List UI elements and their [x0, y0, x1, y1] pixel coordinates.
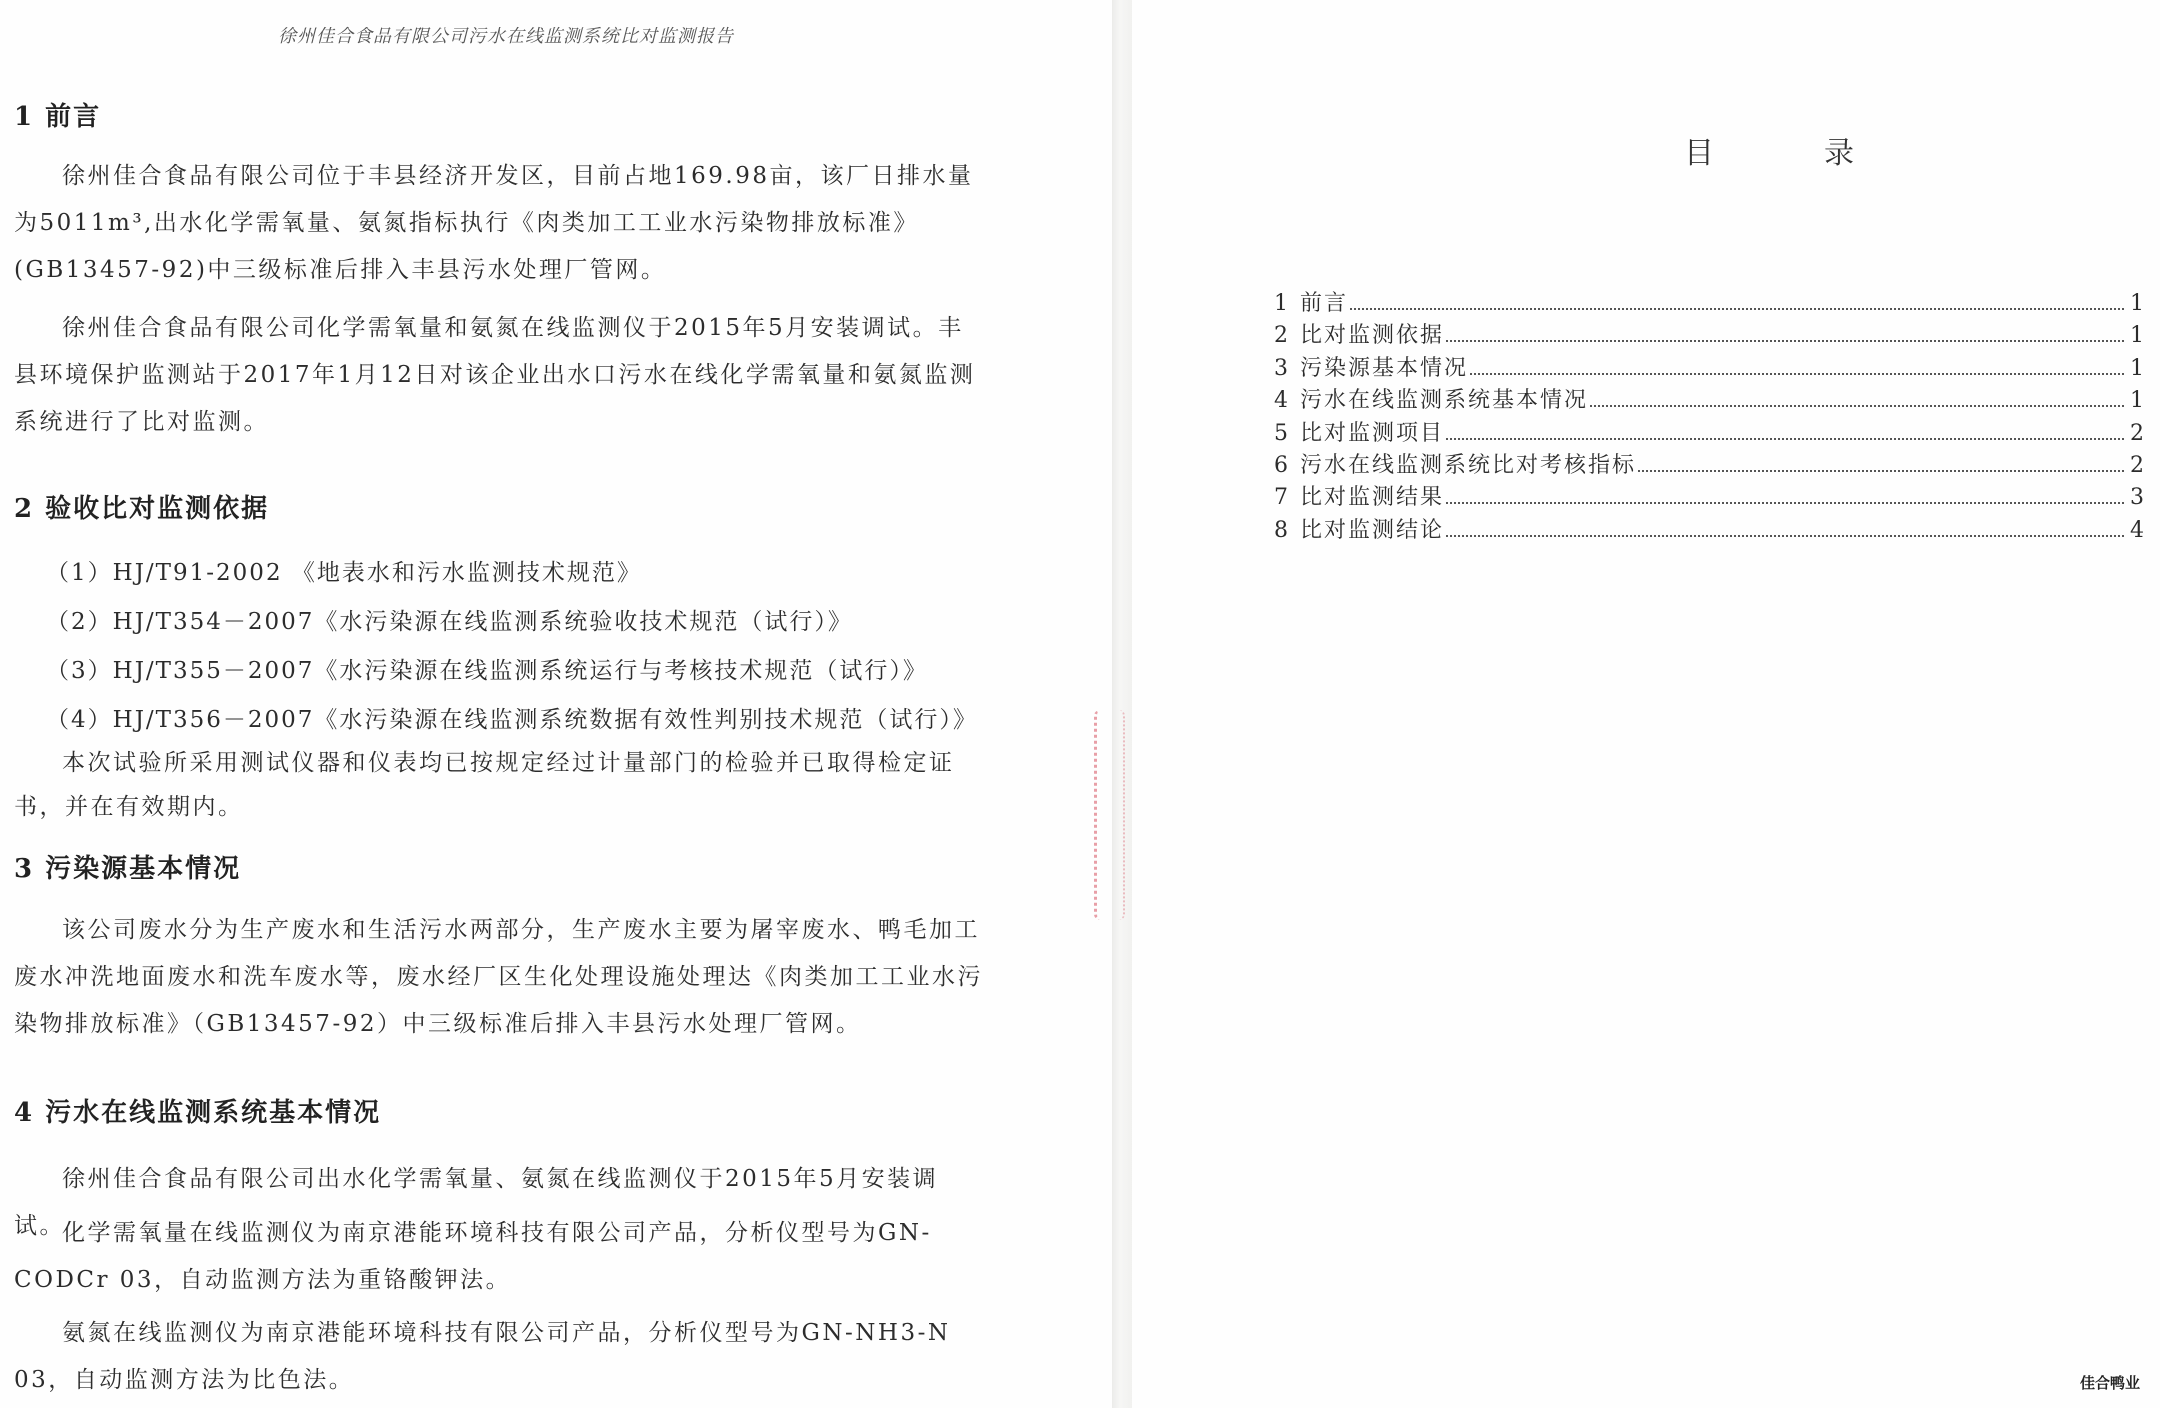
- toc-page-number: 1: [2130, 323, 2146, 349]
- brand-footer-mark: 佳合鸭业: [2080, 1374, 2141, 1392]
- toc-item: 8 比对监测结论 4: [1274, 513, 2140, 545]
- toc-item: 6 污水在线监测系统比对考核指标 2: [1274, 448, 2140, 480]
- toc-item-label: 前言: [1300, 291, 1349, 316]
- reference-item-3: （3）HJ/T355－2007《水污染源在线监测系统运行与考核技术规范（试行）》: [46, 658, 928, 684]
- toc-page-number: 1: [2130, 388, 2146, 414]
- toc-item: 3 污染源基本情况 1: [1274, 351, 2140, 383]
- toc-item-label: 污染源基本情况: [1300, 355, 1469, 381]
- sec4-paragraph-2: 化学需氧量在线监测仪为南京港能环境科技有限公司产品，分析仪型号为GN-CODCr 03，自动监测方法为重铬酸钾法。: [14, 1220, 932, 1293]
- toc-item-label: 比对监测结果: [1300, 485, 1445, 511]
- reference-item-2: （2）HJ/T354－2007《水污染源在线监测系统验收技术规范（试行）》: [46, 609, 853, 635]
- table-of-contents: [1274, 286, 2146, 545]
- section-title-1: 1 前言: [14, 102, 102, 132]
- sec2-note: 本次试验所采用测试仪器和仪表均已按规定经过计量部门的检验并已取得检定证书，并在有效期内。: [14, 750, 955, 820]
- seal-stamp: [1094, 710, 1125, 920]
- right-page: [1132, 0, 2160, 1408]
- page-gutter: [1112, 0, 1132, 1408]
- toc-item-label: 污水在线监测系统比对考核指标: [1300, 452, 1637, 478]
- toc-page-number: 1: [2130, 355, 2146, 381]
- toc-item-label: 比对监测项目: [1300, 420, 1445, 446]
- toc-page-number: 4: [2130, 517, 2146, 543]
- toc-item: 7 比对监测结果 3: [1274, 480, 2140, 512]
- toc-item: 2 比对监测依据 1: [1274, 318, 2140, 350]
- toc-page-number: 1: [2130, 291, 2146, 316]
- sec1-paragraph-2: 徐州佳合食品有限公司化学需氧量和氨氮在线监测仪于2015年5月安装调试。丰县环境保护监测站于2017年1月12日对该企业出水口污水在线化学需氧量和氨氮监测系统进行了比对监测。: [14, 315, 976, 435]
- toc-item: 5 比对监测项目 2: [1274, 416, 2140, 448]
- toc-item: 4 污水在线监测系统基本情况 1: [1274, 383, 2140, 415]
- toc-title: 目录: [1684, 136, 1964, 171]
- section-title-4: 4 污水在线监测系统基本情况: [14, 1098, 382, 1128]
- section-title-2: 2 验收比对监测依据: [14, 494, 270, 524]
- sec4-paragraph-1: 徐州佳合食品有限公司出水化学需氧量、氨氮在线监测仪于2015年5月安装调试。: [14, 1166, 939, 1239]
- toc-item: 1 前言 1: [1274, 286, 2140, 318]
- toc-item-label: 污水在线监测系统基本情况: [1300, 388, 1589, 414]
- toc-item-label: 比对监测结论: [1300, 517, 1445, 543]
- sec4-paragraph-3: 氨氮在线监测仪为南京港能环境科技有限公司产品，分析仪型号为GN-NH3-N 03，自动监测方法为比色法。: [14, 1320, 951, 1393]
- sec1-paragraph-1: 徐州佳合食品有限公司位于丰县经济开发区，目前占地169.98亩，该厂日排水量为5011m³,出水化学需氧量、氨氮指标执行《肉类加工工业水污染物排放标准》(GB13457-92)中三级标准后排入丰县污水处理厂管网。: [14, 163, 974, 283]
- reference-item-4: （4）HJ/T356－2007《水污染源在线监测系统数据有效性判别技术规范（试行）》: [46, 707, 978, 733]
- toc-page-number: 3: [2130, 485, 2146, 511]
- toc-item-label: 比对监测依据: [1300, 323, 1445, 349]
- section-title-3: 3 污染源基本情况: [14, 854, 242, 884]
- sec3-paragraph-1: 该公司废水分为生产废水和生活污水两部分，生产废水主要为屠宰废水、鸭毛加工废水冲洗地面废水和洗车废水等，废水经厂区生化处理设施处理达《肉类加工工业水污染物排放标准》（GB13457-92）中三级标准后排入丰县污水处理厂管网。: [14, 917, 983, 1037]
- toc-page-number: 2: [2130, 420, 2146, 446]
- toc-page-number: 2: [2130, 452, 2146, 478]
- running-header: 徐州佳合食品有限公司污水在线监测系统比对监测报告: [278, 26, 734, 47]
- reference-item-1: （1）HJ/T91-2002 《地表水和污水监测技术规范》: [46, 560, 642, 586]
